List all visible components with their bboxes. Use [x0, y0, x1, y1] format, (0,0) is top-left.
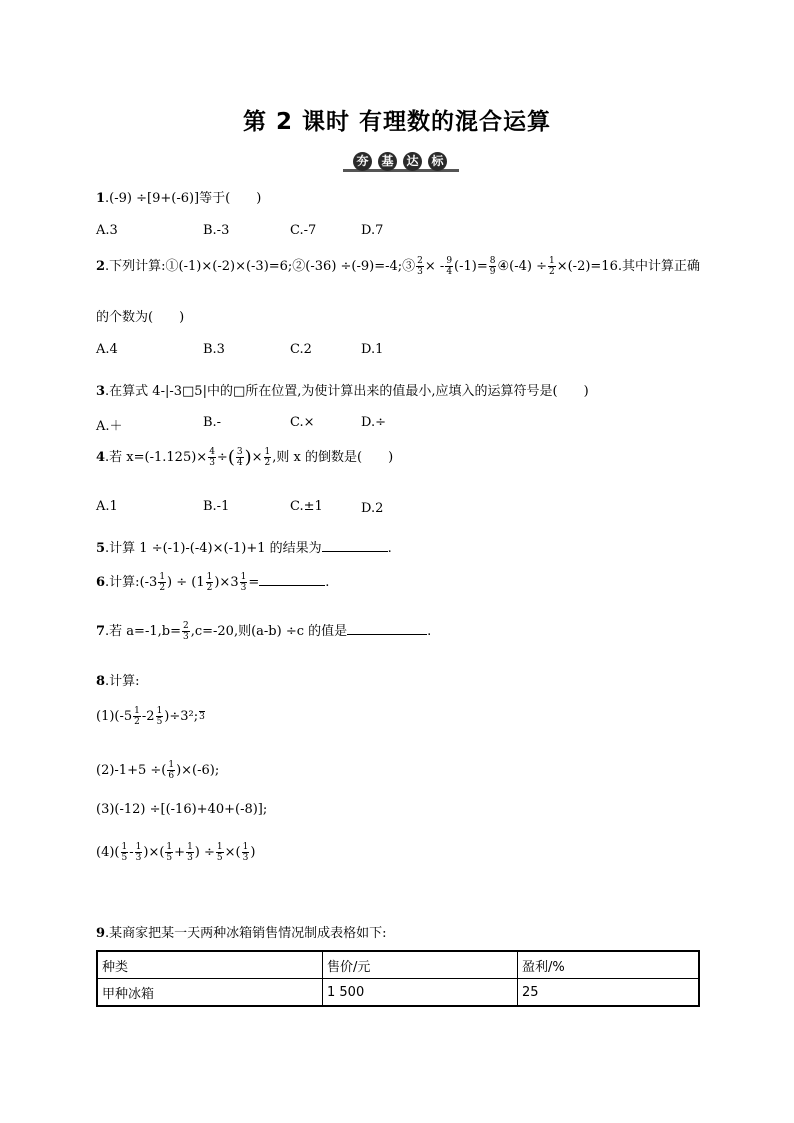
- question-5: 5.计算 1 ÷(-1)-(-4)×(-1)+1 的结果为 .: [96, 541, 392, 556]
- table-cell: 1 500: [323, 979, 518, 1007]
- fraction: $\frac{8}{9}$: [489, 256, 496, 277]
- sales-table: [96, 950, 700, 1007]
- fraction: $\frac{1}{3}$: [135, 842, 142, 863]
- fraction: $\frac{4}{3}$: [209, 447, 215, 468]
- section-badge: [343, 152, 459, 172]
- fraction: $\frac{1}{6}$: [168, 760, 175, 781]
- q3-option-d: D.÷: [361, 415, 386, 430]
- table-header: 售价/元: [323, 951, 518, 979]
- fraction: $\frac{1}{3}$: [240, 572, 247, 593]
- answer-blank: [259, 573, 325, 586]
- q3-option-a: A.＋: [96, 419, 123, 434]
- question-6: 6.计算:(-3 $\frac{1}{2}$ ) ÷ (1 $\frac{1}{2}$ )×3 $\frac{1}{3}$ = .: [96, 572, 330, 593]
- fraction: $\frac{3}{4}$: [236, 447, 243, 468]
- table-header: 盈利/%: [518, 951, 700, 979]
- fraction: $\frac{2}{3}$: [182, 621, 189, 642]
- fraction: $\frac{2}{3}$: [417, 256, 423, 277]
- fraction: $\frac{9}{4}$: [446, 256, 453, 277]
- fraction: $\frac{1}{2}$: [548, 256, 555, 277]
- badge-char: 夯: [353, 152, 372, 171]
- badge-char: 达: [403, 152, 422, 171]
- q2-option-d: D.1: [361, 342, 384, 357]
- question-2: 2.下列计算:①(-1)×(-2)×(-3)=6;②(-36) ÷(-9)=-4;③ $\frac{2}{3}$ × - $\frac{9}{4}$ (-1)= $\frac{8}{9}$ ④(-4) ÷ $\frac{1}{2}$ ×(-2)=16.其中计算正确: [96, 256, 700, 277]
- question-8-part-4: (4)( $\frac{1}{5}$ - $\frac{1}{3}$ )×( $\frac{1}{5}$ + $\frac{1}{3}$ ) ÷ $\frac{1}{5}$ ×( $\frac{1}{3}$ ): [96, 842, 256, 863]
- table-cell: 甲种冰箱: [97, 979, 323, 1007]
- fraction: $\frac{1}{2}$: [134, 706, 140, 727]
- table-header: 种类: [97, 951, 323, 979]
- table-header-row: [97, 951, 699, 979]
- question-1: 1.(-9) ÷[9+(-6)]等于( ): [96, 191, 262, 206]
- q2-option-a: A.4: [96, 342, 118, 357]
- q2-option-b: B.3: [203, 342, 225, 357]
- q1-option-a: A.3: [96, 223, 118, 238]
- table-row: [97, 979, 699, 1007]
- question-8-part-2: (2)-1+5 ÷( $\frac{1}{6}$ )×(-6);: [96, 760, 220, 781]
- q4-option-c: C.±1: [290, 499, 323, 514]
- question-3: 3.在算式 4-|-3□5|中的□所在位置,为使计算出来的值最小,应填入的运算符号是( ): [96, 384, 589, 399]
- question-4: 4.若 x=(-1.125)× $\frac{4}{3}$ ÷( $\frac{3}{4}$ )× $\frac{1}{2}$ ,则 x 的倒数是( ): [96, 447, 394, 468]
- fraction: 3: [199, 712, 205, 722]
- q4-option-b: B.-1: [203, 499, 230, 514]
- fraction: $\frac{1}{3}$: [187, 842, 193, 863]
- question-2-line2: 的个数为( ): [96, 310, 185, 325]
- fraction: $\frac{1}{2}$: [264, 447, 271, 468]
- fraction: $\frac{1}{3}$: [242, 842, 249, 863]
- fraction: $\frac{1}{5}$: [216, 842, 223, 863]
- fraction: $\frac{1}{2}$: [206, 572, 213, 593]
- q2-option-c: C.2: [290, 342, 312, 357]
- page-title: 第 2 课时 有理数的混合运算: [242, 109, 552, 135]
- question-8: 8.计算:: [96, 674, 140, 689]
- question-8-part-1: (1)(-5 $\frac{1}{2}$ -2 $\frac{1}{5}$ )÷3²; 3: [96, 706, 205, 727]
- fraction: $\frac{1}{5}$: [156, 706, 163, 727]
- badge-char: 标: [428, 152, 447, 171]
- question-8-part-3: (3)(-12) ÷[(-16)+40+(-8)];: [96, 802, 268, 817]
- q3-option-b: B.-: [203, 415, 222, 430]
- fraction: $\frac{1}{2}$: [159, 572, 166, 593]
- table-cell: 25: [518, 979, 700, 1007]
- badge-char: 基: [378, 152, 397, 171]
- q3-option-c: C.×: [290, 415, 315, 430]
- answer-blank: [322, 539, 388, 552]
- q1-option-c: C.-7: [290, 223, 317, 238]
- fraction: $\frac{1}{5}$: [121, 842, 128, 863]
- q4-option-d: D.2: [361, 501, 384, 516]
- question-7: 7.若 a=-1,b= $\frac{2}{3}$ ,c=-20,则(a-b) ÷c 的值是 .: [96, 621, 432, 642]
- q4-option-a: A.1: [96, 499, 118, 514]
- q1-option-b: B.-3: [203, 223, 230, 238]
- q1-option-d: D.7: [361, 223, 384, 238]
- question-9: 9.某商家把某一天两种冰箱销售情况制成表格如下:: [96, 926, 387, 941]
- answer-blank: [347, 622, 427, 635]
- fraction: $\frac{1}{5}$: [166, 842, 173, 863]
